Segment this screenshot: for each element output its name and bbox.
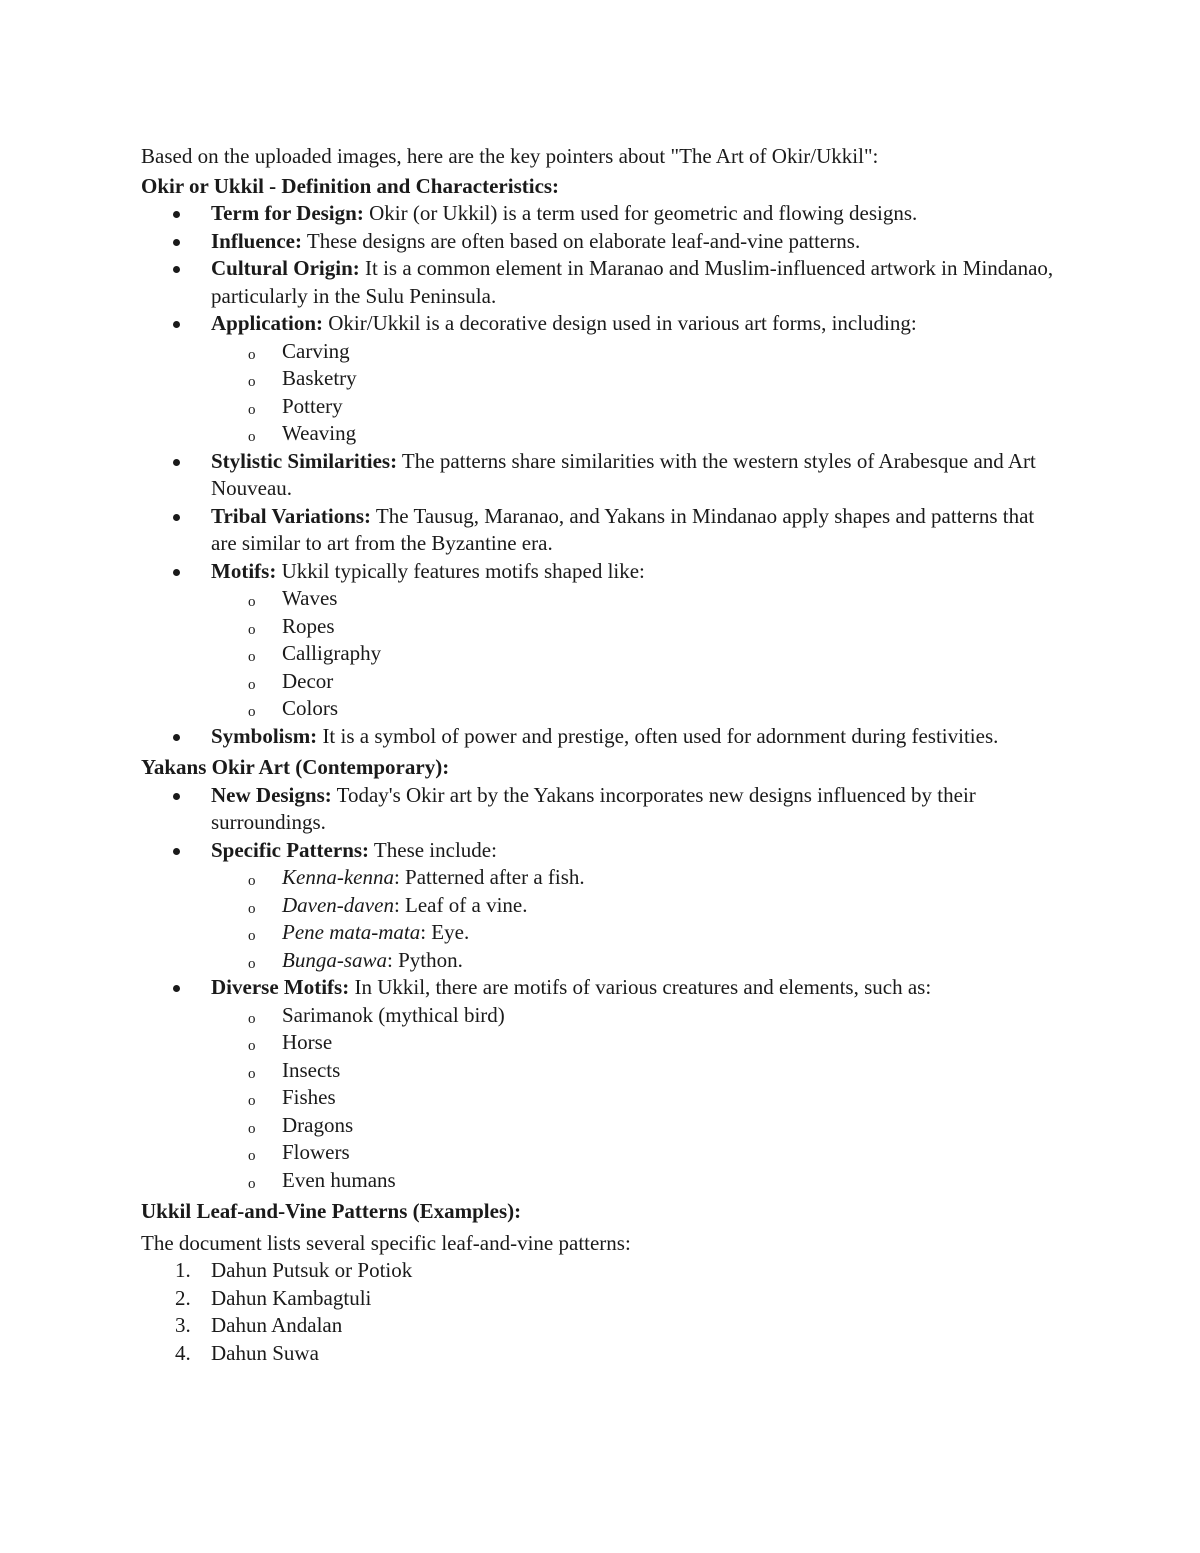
yakans-list: [141, 782, 1061, 1195]
application-sublist: [211, 338, 1061, 448]
bullet-icon: [173, 793, 180, 800]
pattern-term: Bunga-sawa: [282, 947, 387, 972]
sub-list-item: o Pottery: [248, 393, 343, 418]
sub-list-item: o Bunga-sawa: Python.: [248, 947, 463, 972]
patterns-numbered-list: [141, 1257, 1061, 1367]
list-item: [211, 974, 1061, 1194]
circle-bullet-icon: o: [248, 374, 256, 390]
item-number: 3.: [175, 1313, 191, 1337]
circle-bullet-icon: o: [248, 1120, 256, 1137]
item-label: Stylistic Similarities:: [211, 448, 398, 473]
patterns-intro: The document lists several specific leaf-and-vine patterns:: [141, 1230, 631, 1255]
item-text: It is a common element in Maranao and Muslim-influenced artwork in Mindanao, particularly in the Sulu Peninsula.: [211, 256, 1054, 308]
sub-list-item: o Fishes: [248, 1085, 336, 1109]
sub-list-item: o Kenna-kenna: Patterned after a fish.: [248, 865, 585, 889]
sub-list-item: o Insects: [248, 1057, 341, 1082]
circle-bullet-icon: o: [248, 429, 256, 445]
bullet-icon: [173, 321, 180, 328]
sub-list-item: o Even humans: [248, 1167, 396, 1192]
bullet-icon: [173, 734, 180, 741]
sub-list-item: o Daven-daven: Leaf of a vine.: [248, 892, 528, 917]
item-label: New Designs:: [211, 782, 332, 807]
circle-bullet-icon: o: [248, 1093, 256, 1109]
document-page: [141, 143, 1061, 1367]
item-label: Influence:: [211, 228, 302, 253]
numbered-item: 2. Dahun Kambagtuli: [211, 1285, 1061, 1313]
sub-list-item: o Carving: [248, 338, 350, 363]
bullet-icon: [173, 266, 180, 273]
definition-list: [141, 200, 1061, 750]
bullet-icon: [173, 239, 180, 246]
sub-list-item: o Colors: [248, 696, 339, 720]
item-label: Term for Design:: [211, 201, 364, 225]
circle-bullet-icon: o: [248, 1038, 256, 1054]
item-text: Okir/Ukkil is a decorative design used in various art forms, including:: [323, 311, 917, 335]
bullet-icon: [173, 985, 180, 992]
list-item: [211, 255, 1061, 310]
pattern-term: Daven-daven: [282, 892, 394, 917]
item-text: In Ukkil, there are motifs of various creatures and elements, such as:: [349, 975, 932, 999]
item-label: Application:: [211, 311, 324, 335]
item-label: Symbolism:: [211, 723, 318, 748]
numbered-item: 1. Dahun Putsuk or Potiok: [211, 1257, 1061, 1285]
circle-bullet-icon: o: [248, 955, 256, 972]
list-item: [211, 228, 1061, 256]
list-item: [211, 503, 1061, 558]
section-heading-yakans: Yakans Okir Art (Contemporary):: [141, 755, 450, 779]
circle-bullet-icon: o: [248, 594, 256, 610]
bullet-icon: [173, 514, 180, 521]
circle-bullet-icon: o: [248, 1175, 256, 1192]
bullet-icon: [173, 459, 180, 466]
sub-list-item: o Ropes: [248, 613, 335, 638]
item-text: It is a symbol of power and prestige, often used for adornment during festivities.: [317, 723, 999, 748]
item-label: Cultural Origin:: [211, 256, 360, 280]
circle-bullet-icon: o: [248, 1010, 256, 1027]
item-label: Tribal Variations:: [211, 503, 372, 528]
bullet-icon: [173, 848, 180, 855]
circle-bullet-icon: o: [248, 621, 256, 638]
circle-bullet-icon: o: [248, 873, 256, 889]
bullet-icon: [173, 569, 180, 576]
sub-list-item: o Waves: [248, 586, 338, 610]
item-label: Specific Patterns:: [211, 837, 370, 862]
item-text: Okir (or Ukkil) is a term used for geometric and flowing designs.: [363, 201, 918, 225]
list-item: [211, 837, 1061, 975]
list-item: [211, 558, 1061, 723]
sub-list-item: o Flowers: [248, 1140, 350, 1164]
item-number: 4.: [175, 1340, 191, 1365]
item-text: These designs are often based on elaborate leaf-and-vine patterns.: [302, 228, 861, 253]
list-item: [211, 310, 1061, 448]
circle-bullet-icon: o: [248, 928, 256, 944]
patterns-sublist: [211, 864, 1061, 974]
intro-text: Based on the uploaded images, here are the key pointers about "The Art of Okir/Ukkil":: [141, 144, 879, 168]
list-item: [211, 200, 1061, 228]
sub-list-item: o Dragons: [248, 1112, 354, 1137]
circle-bullet-icon: o: [248, 1148, 256, 1164]
item-text: Today's Okir art by the Yakans incorporates new designs influenced by their surroundings.: [211, 782, 976, 834]
item-number: 1.: [175, 1258, 191, 1282]
bullet-icon: [173, 211, 180, 218]
item-text: The Tausug, Maranao, and Yakans in Mindanao apply shapes and patterns that are similar to art from the Byzantine era.: [211, 503, 1035, 555]
sub-list-item: o Pene mata-mata: Eye.: [248, 920, 470, 944]
item-label: Motifs:: [211, 558, 277, 583]
list-item: [211, 448, 1061, 503]
sub-list-item: o Weaving: [248, 421, 357, 445]
circle-bullet-icon: o: [248, 676, 256, 693]
item-text: The patterns share similarities with the western styles of Arabesque and Art Nouveau.: [211, 448, 1036, 500]
circle-bullet-icon: o: [248, 900, 256, 917]
sub-list-item: o Basketry: [248, 366, 357, 390]
pattern-term: Kenna-kenna: [282, 865, 394, 889]
item-label: Diverse Motifs:: [211, 975, 350, 999]
numbered-item: 4. Dahun Suwa: [211, 1340, 1061, 1368]
item-text: These include:: [369, 837, 497, 862]
circle-bullet-icon: o: [248, 649, 256, 665]
circle-bullet-icon: o: [248, 346, 256, 363]
sub-list-item: o Calligraphy: [248, 641, 382, 665]
circle-bullet-icon: o: [248, 1065, 256, 1082]
creatures-sublist: [211, 1002, 1061, 1195]
motifs-sublist: [211, 585, 1061, 723]
circle-bullet-icon: o: [248, 401, 256, 418]
list-item: [211, 782, 1061, 837]
sub-list-item: o Decor: [248, 668, 334, 693]
item-number: 2.: [175, 1285, 191, 1310]
numbered-item: 3. Dahun Andalan: [211, 1312, 1061, 1340]
list-item: [211, 723, 1061, 751]
item-text: Ukkil typically features motifs shaped like:: [276, 558, 645, 583]
section-heading-patterns: Ukkil Leaf-and-Vine Patterns (Examples):: [141, 1199, 522, 1223]
pattern-term: Pene mata-mata: [282, 920, 421, 944]
section-heading-definition: Okir or Ukkil - Definition and Characteristics:: [141, 173, 560, 198]
sub-list-item: o Horse: [248, 1030, 333, 1054]
sub-list-item: o Sarimanok (mythical bird): [248, 1002, 505, 1027]
circle-bullet-icon: o: [248, 704, 256, 720]
